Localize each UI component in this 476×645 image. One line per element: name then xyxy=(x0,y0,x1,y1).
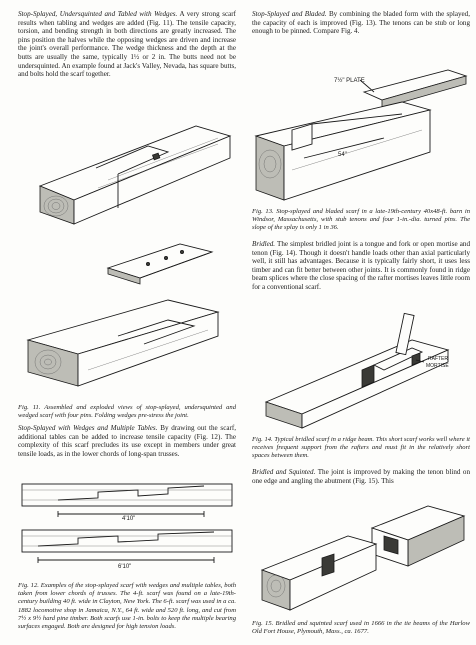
paragraph-multiple-tables xyxy=(18,424,236,458)
fig12-dimension-bottom: 6'10" xyxy=(118,564,132,570)
fig11-exploded-upper-half xyxy=(100,238,220,288)
fig14-label-rafter: RAFTER xyxy=(428,356,448,362)
paragraph-body: A very strong scarf results when tabling and wedges are added (Fig. 11). The tensile capacity, torsion, and bending strength in both directions are greatly increased. The pins position the halves while the opposing wedges are driven and increase the joint's overall performance. The wedge thickness and the depth at the butts are usually the same, typically 1½ or 2 in. The butts need not be undersquinted. An example found at Jack's Valley, Nevada, has square butts, and bolts hold the scarf together. xyxy=(18,10,236,79)
fig15-caption: Fig. 15. Bridled and squinted scarf used in 1666 in the tie beams of the Harlow Old Fort House, Plymouth, Mass., ca. 1677. xyxy=(252,620,470,636)
fig13-caption: Fig. 13. Stop-splayed and bladed scarf in a late-19th-century 40x48-ft. barn in Windsor, Massachusetts, with stub tenons and four 1-in.-dia. turned pins. The slope of the splay is only 1 in 36. xyxy=(252,208,470,232)
fig14-caption: Fig. 14. Typical bridled scarf in a ridge beam. This short scarf works well where it receives frequent support from the rafters and must fit in the relatively short spaces between them. xyxy=(252,436,470,460)
paragraph-body: By combining the bladed form with the splayed, the capacity of each is improved (Fig. 13). The tenons can be stub or long enough to be pinned. Compare Fig. 4. xyxy=(252,10,470,36)
fig14-bridled-ridge-beam-drawing xyxy=(252,310,470,432)
fig13-plate-label: 7½" PLATE xyxy=(334,78,365,84)
fig12-caption: Fig. 12. Examples of the stop-splayed scarf with wedges and multiple tables, both taken from lower chords of trusses. The 4-ft. scarf was found on a late-19th-century building 40 ft. wide in Clayton, New York. The 6-ft. scarf was used in a ca. 1882 locomotive shop in Jamaica, N.Y., 64 ft. wide and 520 ft. long, and cut from 7½ x 9½ hard pine timber. Both scarfs use 1-in. bolts to keep the multiple bearing surfaces engaged. Both are designed for high tension loads. xyxy=(18,582,236,631)
paragraph-heading: Stop-Splayed with Wedges and Multiple Tables. xyxy=(18,424,158,432)
paragraph-bridled xyxy=(252,240,470,292)
fig15-bridled-squinted-drawing xyxy=(252,492,470,612)
paragraph-heading: Bridled. xyxy=(252,240,276,248)
paragraph-body: The joint is improved by making the tenon blind on one edge and angling the abutment (Fig. 15). This xyxy=(252,468,470,485)
fig12-scarf-elevations-drawing xyxy=(18,470,238,580)
fig13-bladed-scarf-drawing xyxy=(252,52,470,202)
paragraph-heading: Stop-Splayed, Undersquinted and Tabled with Wedges. xyxy=(18,10,178,18)
fig12-dimension-top: 4'10" xyxy=(122,516,136,522)
paragraph-bridled-squinted xyxy=(252,468,470,485)
paragraph-heading: Bridled and Squinted. xyxy=(252,468,316,476)
fig11-caption: Fig. 11. Assembled and exploded views of stop-splayed, undersquinted and wedged scarf with four pins. Folding wedges pre-stress the joint. xyxy=(18,404,236,420)
fig14-label-mortise: MORTISE xyxy=(426,363,449,369)
paragraph-body: By drawing out the scarf, additional tables can be added to increase tensile capacity (Fig. 12). The complexity of this scarf precludes its use except in members under great tensile loads, as in the lower chords of long-span trusses. xyxy=(18,424,236,458)
paragraph-stop-splayed-bladed xyxy=(252,10,470,36)
fig11-exploded-lower-half xyxy=(18,290,238,400)
paragraph-body: The simplest bridled joint is a tongue and fork or open mortise and tenon (Fig. 14). Though it doesn't handle loads other than axial particularly well, it still has advantages. Because it is typically fairly short, it uses less timber and can fit better between other joints. It is commonly found in ridge beam splices where the close spacing of the rafter mortises leaves little room for a conventional scarf. xyxy=(252,240,470,291)
paragraph-stop-splayed-tabled xyxy=(18,10,236,79)
fig13-dimension: 54" xyxy=(338,152,347,158)
paragraph-heading: Stop-Splayed and Bladed. xyxy=(252,10,327,18)
fig11-assembled-scarf-drawing xyxy=(18,108,238,228)
